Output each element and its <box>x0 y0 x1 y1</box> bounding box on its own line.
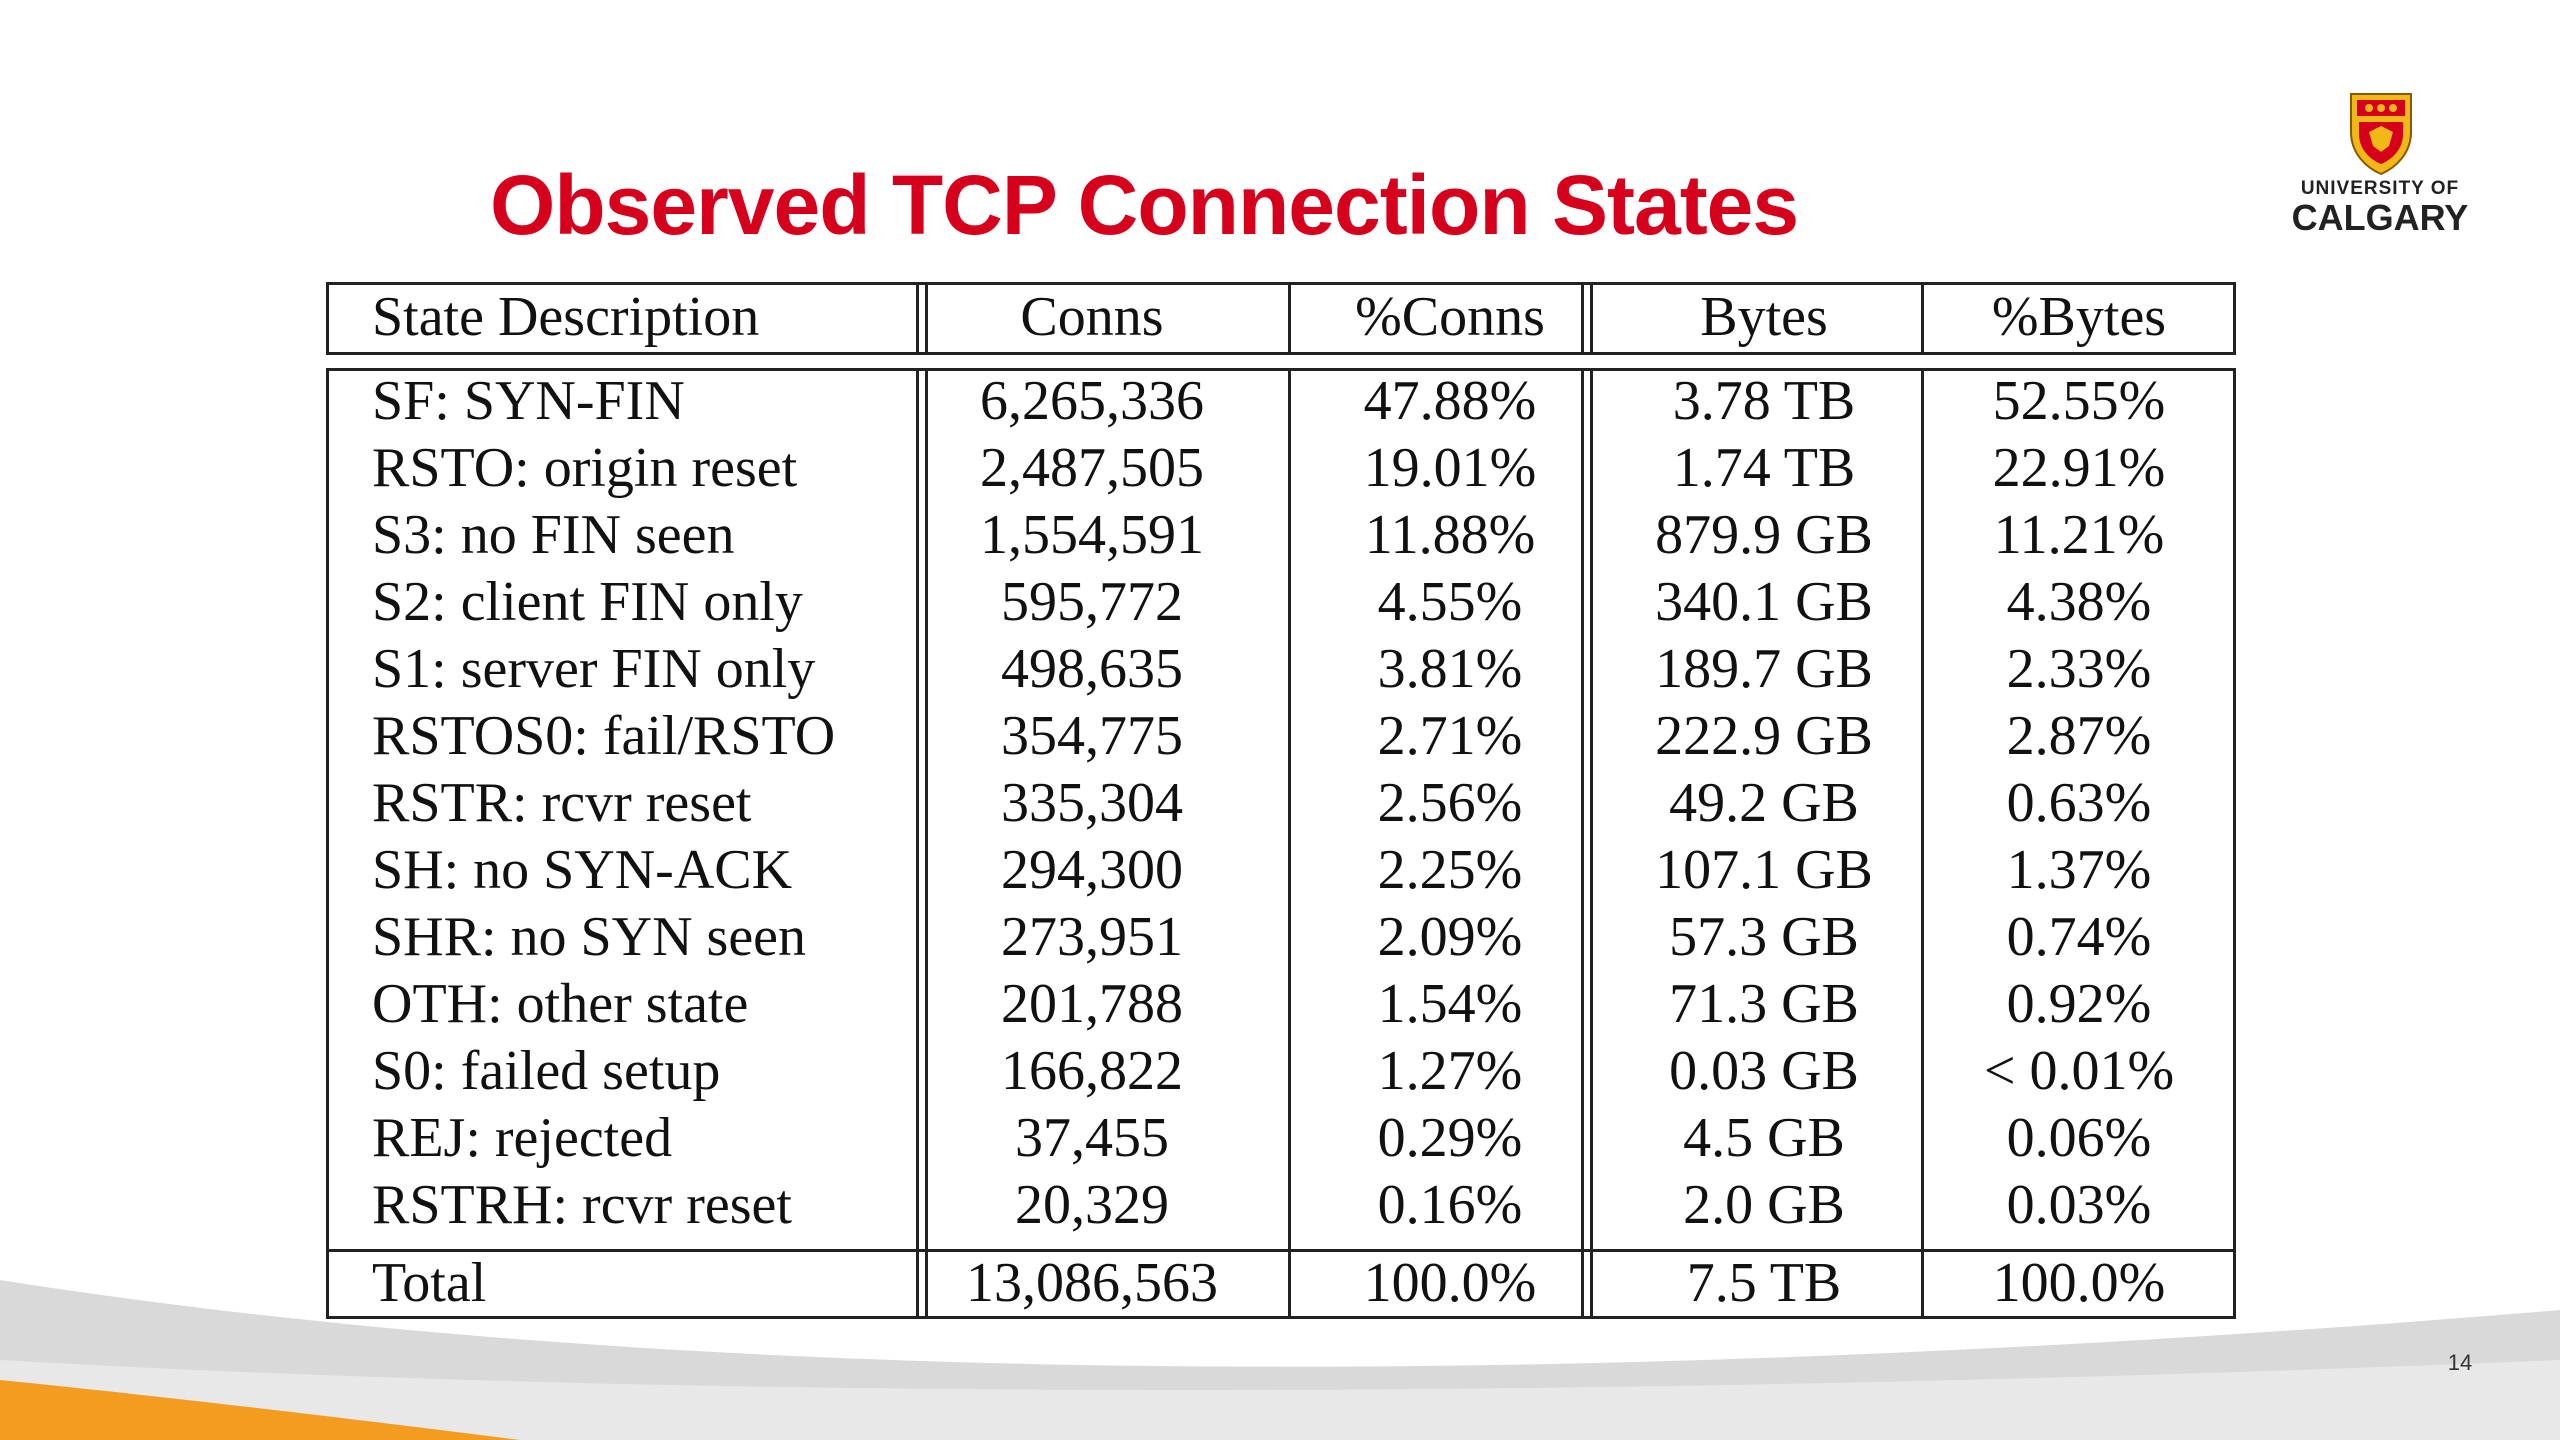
state-cell: S3: no FIN seen <box>372 504 735 566</box>
table-header-bottom-rule <box>326 352 2236 355</box>
bytes-cell: 49.2 GB <box>1669 772 1859 834</box>
total-bytes: 7.5 TB <box>1686 1252 1842 1314</box>
header-pct-conns: %Conns <box>1355 286 1545 348</box>
pct-bytes-cell: 2.33% <box>2006 638 2152 700</box>
conns-cell: 335,304 <box>1001 772 1183 834</box>
pct-conns-cell: 19.01% <box>1363 437 1537 499</box>
table-row <box>326 502 2236 569</box>
state-cell: SH: no SYN-ACK <box>372 839 793 901</box>
pct-bytes-cell: 0.74% <box>2006 906 2152 968</box>
bytes-cell: 2.0 GB <box>1683 1174 1845 1236</box>
pct-conns-cell: 3.81% <box>1377 638 1523 700</box>
pct-conns-cell: 47.88% <box>1363 370 1537 432</box>
bytes-cell: 4.5 GB <box>1683 1107 1845 1169</box>
state-cell: SF: SYN-FIN <box>372 370 685 432</box>
pct-conns-cell: 11.88% <box>1364 504 1536 566</box>
header-bytes: Bytes <box>1700 286 1828 348</box>
pct-bytes-cell: 2.87% <box>2006 705 2152 767</box>
table-row <box>326 435 2236 502</box>
table-row <box>326 837 2236 904</box>
total-label: Total <box>372 1252 487 1314</box>
slide-title: Observed TCP Connection States <box>490 158 1799 252</box>
pct-bytes-cell: 0.63% <box>2006 772 2152 834</box>
table-row <box>326 1172 2236 1239</box>
tcp-states-table <box>326 282 2236 1322</box>
conns-cell: 294,300 <box>1001 839 1183 901</box>
bytes-cell: 71.3 GB <box>1669 973 1859 1035</box>
bytes-cell: 189.7 GB <box>1655 638 1873 700</box>
footer-swoosh <box>0 1250 2560 1440</box>
conns-cell: 498,635 <box>1001 638 1183 700</box>
pct-conns-cell: 0.29% <box>1377 1107 1523 1169</box>
pct-bytes-cell: 0.92% <box>2006 973 2152 1035</box>
pct-bytes-cell: 0.06% <box>2006 1107 2152 1169</box>
pct-bytes-cell: 52.55% <box>1992 370 2166 432</box>
bytes-cell: 57.3 GB <box>1669 906 1859 968</box>
header-state-description: State Description <box>372 286 760 348</box>
pct-conns-cell: 2.56% <box>1377 772 1523 834</box>
state-cell: OTH: other state <box>372 973 749 1035</box>
conns-cell: 2,487,505 <box>980 437 1204 499</box>
pct-conns-cell: 2.09% <box>1377 906 1523 968</box>
conns-cell: 354,775 <box>1001 705 1183 767</box>
page-number: 14 <box>2447 1350 2473 1375</box>
bytes-cell: 3.78 TB <box>1672 370 1856 432</box>
pct-conns-cell: 4.55% <box>1377 571 1523 633</box>
table-row <box>326 569 2236 636</box>
pct-conns-cell: 1.54% <box>1377 973 1523 1035</box>
state-cell: RSTO: origin reset <box>372 437 798 499</box>
conns-cell: 6,265,336 <box>980 370 1204 432</box>
bytes-cell: 107.1 GB <box>1655 839 1873 901</box>
state-cell: RSTOS0: fail/RSTO <box>372 705 836 767</box>
pct-bytes-cell: 4.38% <box>2006 571 2152 633</box>
logo-line-2: CALGARY <box>2291 197 2469 238</box>
table-row <box>326 971 2236 1038</box>
state-cell: REJ: rejected <box>372 1107 673 1169</box>
state-cell: RSTRH: rcvr reset <box>372 1174 792 1236</box>
table-header-row <box>326 284 2236 351</box>
total-pct-bytes: 100.0% <box>1992 1252 2166 1314</box>
conns-cell: 166,822 <box>1001 1040 1183 1102</box>
pct-conns-cell: 2.71% <box>1377 705 1523 767</box>
university-logo <box>2280 88 2480 238</box>
total-pct-conns: 100.0% <box>1363 1252 1537 1314</box>
bytes-cell: 1.74 TB <box>1672 437 1856 499</box>
header-pct-bytes: %Bytes <box>1991 286 2167 348</box>
state-cell: S1: server FIN only <box>372 638 816 700</box>
pct-bytes-cell: 1.37% <box>2006 839 2152 901</box>
pct-conns-cell: 1.27% <box>1377 1040 1523 1102</box>
pct-bytes-cell: 11.21% <box>1993 504 2165 566</box>
pct-bytes-cell: 0.03% <box>2006 1174 2152 1236</box>
table-row <box>326 703 2236 770</box>
table-row <box>326 1038 2236 1105</box>
table-row <box>326 770 2236 837</box>
table-row <box>326 904 2236 971</box>
bytes-cell: 222.9 GB <box>1655 705 1873 767</box>
conns-cell: 1,554,591 <box>980 504 1204 566</box>
table-row <box>326 368 2236 435</box>
university-crest-icon <box>2345 88 2417 176</box>
state-cell: SHR: no SYN seen <box>372 906 807 968</box>
conns-cell: 595,772 <box>1001 571 1183 633</box>
pct-bytes-cell: 22.91% <box>1992 437 2166 499</box>
pct-bytes-cell: < 0.01% <box>1983 1040 2175 1102</box>
bytes-cell: 0.03 GB <box>1669 1040 1859 1102</box>
bytes-cell: 340.1 GB <box>1655 571 1873 633</box>
pct-conns-cell: 0.16% <box>1377 1174 1523 1236</box>
state-cell: S2: client FIN only <box>372 571 803 633</box>
state-cell: RSTR: rcvr reset <box>372 772 752 834</box>
conns-cell: 37,455 <box>1015 1107 1169 1169</box>
conns-cell: 201,788 <box>1001 973 1183 1035</box>
total-conns: 13,086,563 <box>966 1252 1218 1314</box>
conns-cell: 20,329 <box>1015 1174 1169 1236</box>
logo-line-1: UNIVERSITY OF <box>2300 178 2460 199</box>
state-cell: S0: failed setup <box>372 1040 721 1102</box>
table-row <box>326 636 2236 703</box>
conns-cell: 273,951 <box>1001 906 1183 968</box>
bytes-cell: 879.9 GB <box>1655 504 1873 566</box>
table-row <box>326 1105 2236 1172</box>
header-conns: Conns <box>1020 286 1164 348</box>
pct-conns-cell: 2.25% <box>1377 839 1523 901</box>
